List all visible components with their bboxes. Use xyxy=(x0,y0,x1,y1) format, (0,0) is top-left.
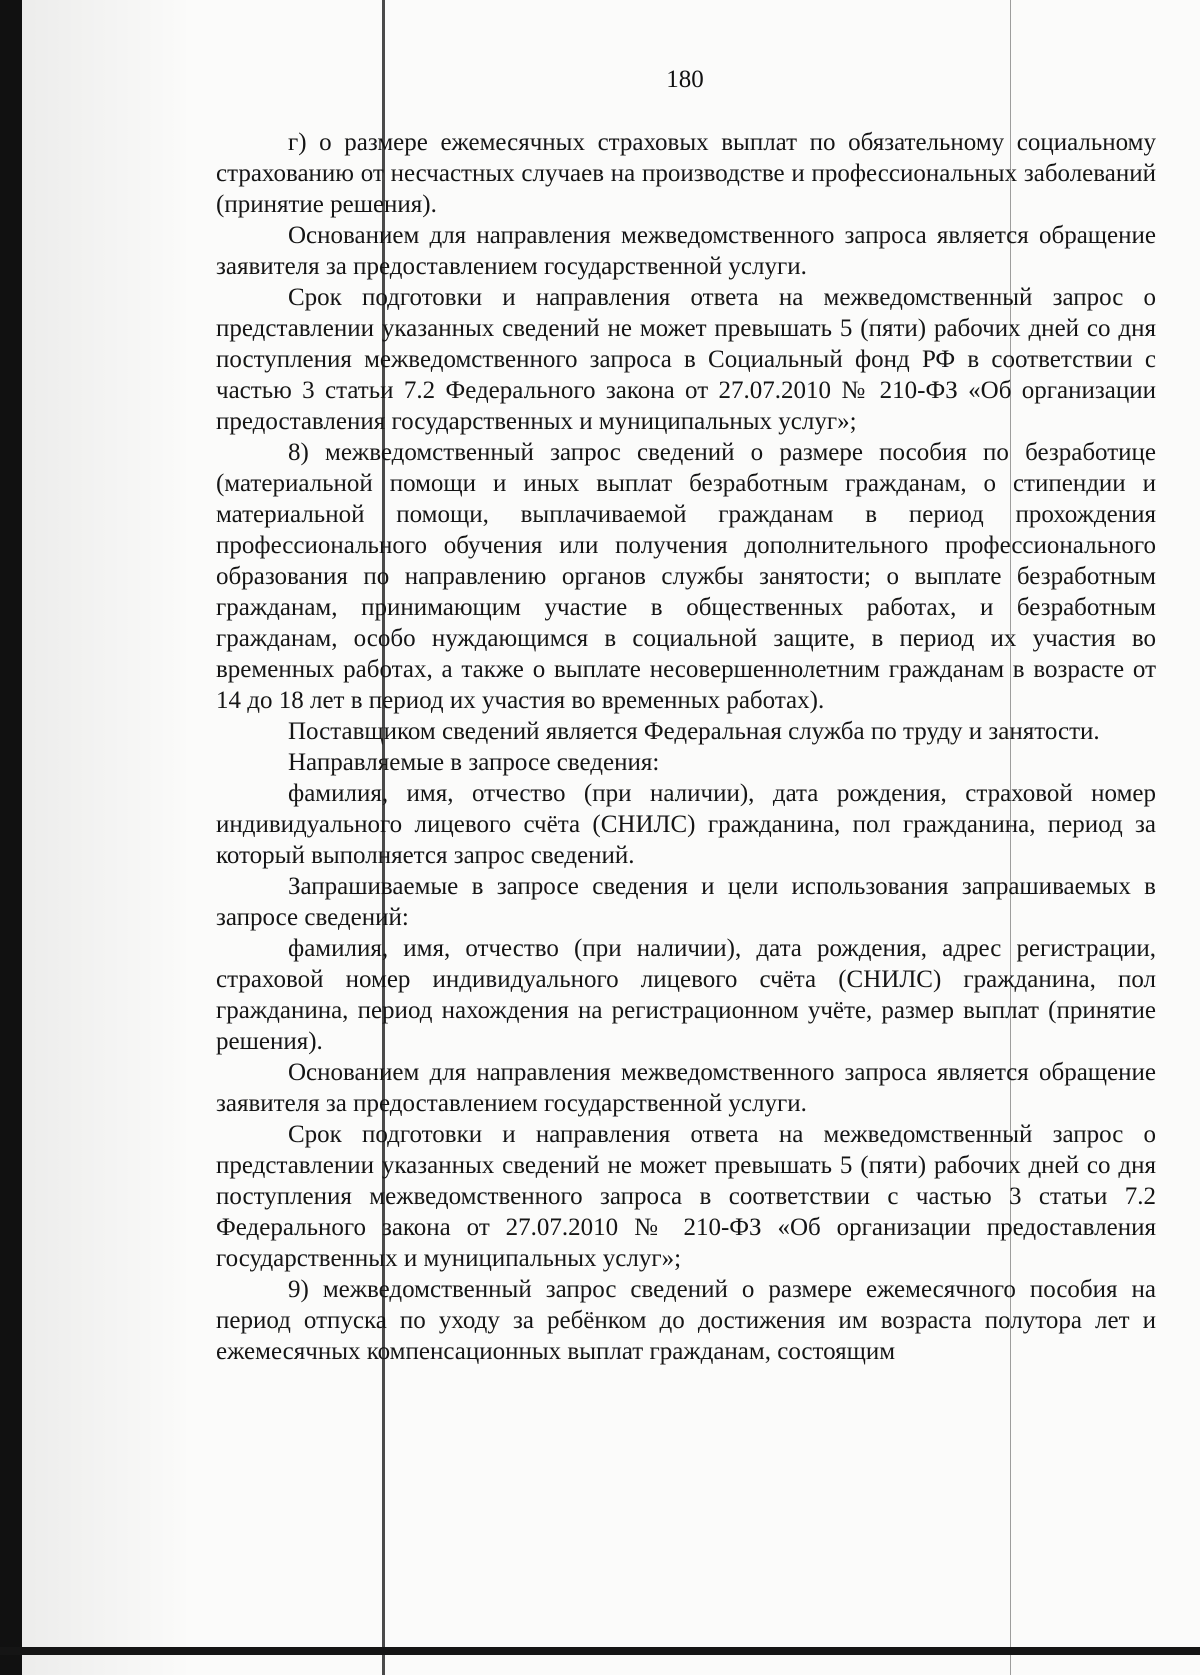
paragraph: 8) межведомственный запрос сведений о размере пособия по безработице (материальной помощи и иных выплат безработным гражданам, о стипендии и материальной помощи, выплачиваемой гражданам в период прохождения профессионального обучения или получения дополнительного профессионального образования по направлению органов службы занятости; о выплате безработным гражданам, принимающим участие в общественных работах, и безработным гражданам, особо нуждающимся в социальной защите, в период их участия во временных работах, а также о выплате несовершеннолетним гражданам в возрасте от 14 до 18 лет в период их участия во временных работах). xyxy=(216,439,1156,714)
paragraph: Основанием для направления межведомственного запроса является обращение заявителя за предоставлением государственной услуги. xyxy=(216,222,1156,280)
paragraph: г) о размере ежемесячных страховых выплат по обязательному социальному страхованию от несчастных случаев на производстве и профессиональных заболеваний (принятие решения). xyxy=(216,129,1156,218)
paragraph: фамилия, имя, отчество (при наличии), дата рождения, адрес регистрации, страховой номер индивидуального лицевого счёта (СНИЛС) гражданина, пол гражданина, период нахождения на регистрационном учёте, размер выплат (принятие решения). xyxy=(216,935,1156,1055)
scan-left-edge-shadow xyxy=(0,0,22,1675)
paragraph: Срок подготовки и направления ответа на межведомственный запрос о представлении указанных сведений не может превышать 5 (пяти) рабочих дней со дня поступления межведомственного запроса в Социальный фонд РФ в соответствии с частью 3 статьи 7.2 Федерального закона от 27.07.2010 № 210-ФЗ «Об организации предоставления государственных и муниципальных услуг»; xyxy=(216,284,1156,435)
paragraph: Запрашиваемые в запросе сведения и цели использования запрашиваемых в запросе сведений: xyxy=(216,873,1156,931)
paragraph: Срок подготовки и направления ответа на межведомственный запрос о представлении указанных сведений не может превышать 5 (пяти) рабочих дней со дня поступления межведомственного запроса в соответствии с частью 3 статьи 7.2 Федерального закона от 27.07.2010 № 210-ФЗ «Об организации предоставления государственных и муниципальных услуг»; xyxy=(216,1121,1156,1272)
document-body xyxy=(216,127,1156,1367)
paragraph: Поставщиком сведений является Федеральная служба по труду и занятости. xyxy=(288,718,1100,745)
paragraph: Направляемые в запросе сведения: xyxy=(288,749,660,776)
scan-bottom-edge-shadow xyxy=(0,1647,1200,1655)
page-number: 180 xyxy=(666,66,704,93)
paragraph: Основанием для направления межведомственного запроса является обращение заявителя за предоставлением государственной услуги. xyxy=(216,1059,1156,1117)
paragraph: фамилия, имя, отчество (при наличии), дата рождения, страховой номер индивидуального лицевого счёта (СНИЛС) гражданина, пол гражданина, период за который выполняется запрос сведений. xyxy=(216,780,1156,869)
scan-left-speckle xyxy=(22,0,192,1675)
paragraph: 9) межведомственный запрос сведений о размере ежемесячного пособия на период отпуска по уходу за ребёнком до достижения им возраста полутора лет и ежемесячных компенсационных выплат гражданам, состоящим xyxy=(216,1276,1156,1365)
